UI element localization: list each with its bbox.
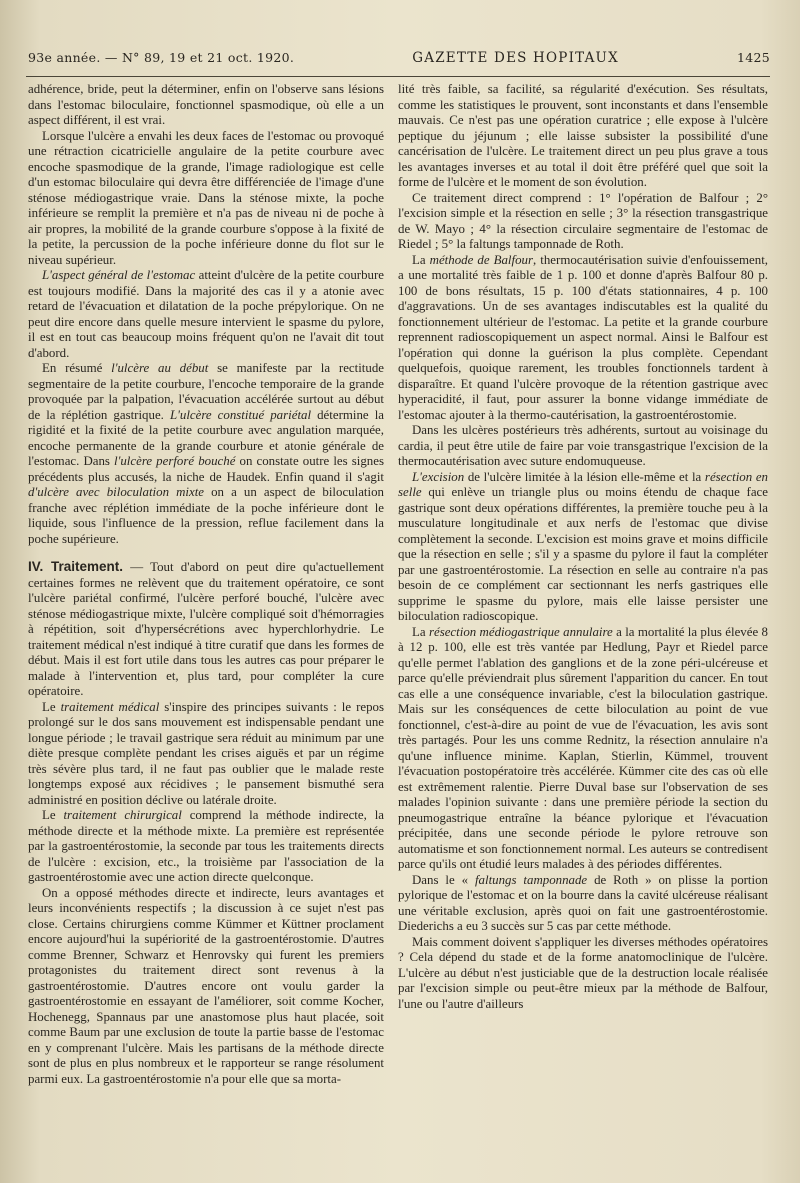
paragraph xyxy=(398,625,768,873)
text-run: comprend la méthode indirecte, la méthode directe et la méthode mixte. La première est représentée par la gastroentérostomie, la seconde par tous les traitements directs de l'ulcère : excision, etc., la troisième par l'association de la gastroentérostomie avec une action directe quelconque. xyxy=(28,808,385,884)
text-run: s'inspire des principes suivants : le repos prolongé sur le dos sans mouvement est indispensable pendant une longue période ; le travail gastrique sera réduit au minimum par une diète presque complète pendant les crises aiguës et par un régime très sévère plus tard, il ne faut pas oublier que le malade reste longtemps exposé aux récidives ; le pansement bismuthé sera administré en position déclive ou latérale droite. xyxy=(28,699,384,807)
emphasis: méthode de Balfour xyxy=(429,252,533,267)
text-run: Dans le « xyxy=(412,872,475,887)
text-run: détermine la rigidité et la fixité de la petite courbure avec angulation marquée, encoche permanente de la grande courbure et atonie générale de l'estomac. Dans xyxy=(28,407,384,468)
right-column xyxy=(398,82,768,1012)
text-run: de Roth » on plisse la portion pylorique de l'estomac et on la bourre dans la cavité ulcéreuse réalisant une véritable exclusion, après quoi on fait une gastroentérostomie. Diederichs a eu 3 succès sur 5 cas par cette méthode. xyxy=(398,872,768,933)
text-run: a la mortalité la plus élevée 8 à 12 p. 100, elle est très vantée par Hedlung, Payr et Riedel parce qu'elle permet l'ablation des ganglions et de la zone péri-ulcéreuse et parce qu'elle préviendrait plus sûrement l'apparition du cancer. En tout cas elle a une conséquence invariable, c'est la biloculation gastrique. Mais sur les conséquences de cette biloculation au point de vue fonctionnel, c'est-à-dire au point de vue de l'évacuation, les avis sont très partagés. Pour les uns comme Rednitz, la résection annulaire n'a qu'une influence minime. Kaplan, Stierlin, Kümmel, trouvent l'évacuation postopératoire très accélérée. Kümmer cite des cas où elle est extrêmement ralentie. Pierre Duval base sur l'observation de ses malades l'opinion suivante : dans une première période la section du pneumogastrique entraîne la béance pylorique et l'évacuation précipitée, dans une seconde période le pylore retrouve son automatisme et son fonctionnement normal. Les auteurs se contredisent parce qu'ils ont étudié leurs malades à des périodes différentes. xyxy=(398,624,768,871)
text-run: de l'ulcère limitée à la lésion elle-même et la xyxy=(464,469,705,484)
text-run: — Tout d'abord on peut dire qu'actuellement certaines formes ne relèvent que du traitement opératoire, ce sont l'ulcère pariétal confirmé, l'ulcère perforé bouché, l'ulcère avec sténose médiogastrique mixte, l'ulcère compliqué soit d'hémorragies à répétition, soit d'hypersécrétions avec hyperchlorhydrie. Le traitement médical n'est indiqué à titre curatif que dans les formes de début. Mais il est fort utile dans tous les autres cas pour préparer le malade à l'intervention et, plus tard, pour compléter la cure opératoire. xyxy=(28,560,384,698)
journal-title: GAZETTE DES HOPITAUX xyxy=(412,50,619,66)
emphasis: traitement médical xyxy=(60,699,160,714)
text-run: qui enlève un triangle plus ou moins étendu de chaque face gastrique sont deux opérations différentes, la première touche peu à la musculature longitudinale et aux nerfs de l'estomac que divise complètement la seconde. L'excision est moins grave et moins difficile que la résection en selle ; s'il y a spasme du pylore il faut la compléter par une gastroentérostomie. La résection en selle au contraire n'a pas besoin de ce complément car sectionnant les nerfs gastriques elle supprime le spasme du pylore, mais elle laisse persister une biloculation radioscopique. xyxy=(398,485,768,623)
paragraph xyxy=(28,808,384,886)
emphasis: L'excision xyxy=(412,469,465,484)
emphasis: l'ulcère perforé bouché xyxy=(114,454,236,468)
paragraph: Mais comment doivent s'appliquer les diverses méthodes opératoires ? Cela dépend du stade et de la forme anatomoclinique de l'ulcère. L'ulcère au début n'est justiciable que de la destruction locale réalisée par l'excision simple ou peut-être mieux par la méthode de Balfour, l'une ou l'autre d'ailleurs xyxy=(398,934,768,1011)
paragraph: Dans les ulcères postérieurs très adhérents, surtout au voisinage du cardia, il peut être utile de faire par voie transgastrique l'excision de la thermocautérisation avec suture endomuqueuse. xyxy=(398,423,768,468)
emphasis: L'ulcère constitué pariétal xyxy=(169,407,312,422)
text-run: on a un aspect de biloculation franche avec réplétion immédiate de la poche inférieure dont le liquide, sous l'influence de la pression, reflue facilement dans la poche supérieure. xyxy=(28,485,384,546)
running-header xyxy=(28,50,770,66)
paragraph xyxy=(398,253,768,424)
paragraph: lité très faible, sa facilité, sa régularité d'exécution. Ses résultats, comme les statistiques le prouvent, sont inconstants et dans l'ensemble mauvais. Ce n'est pas une opération curatrice ; elle expose à l'ulcère peptique du jéjunum ; elle laisse subsister la possibilité d'une cancérisation de l'ulcère. Le traitement direct un peu plus grave a tous les avantages inverses et au total il doit être préféré quel que soit la forme de l'ulcère et le moment de son évolution. xyxy=(398,82,768,189)
paragraph: Ce traitement direct comprend : 1° l'opération de Balfour ; 2° l'excision simple et la résection en selle ; 3° la résection transgastrique de W. Mayo ; 4° la résection circulaire segmentaire de l'estomac de Riedel ; 5° la faltungs tamponnade de Roth. xyxy=(398,190,768,251)
paragraph xyxy=(398,873,768,935)
page-number: 1425 xyxy=(736,50,770,65)
text-run: En résumé xyxy=(42,361,112,375)
paragraph: adhérence, bride, peut la déterminer, enfin on l'observe sans lésions dans l'estomac biloculaire, fonctionnel spasmodique, où elle a un aspect différent, il est vrai. xyxy=(28,82,384,127)
paragraph xyxy=(28,361,384,547)
emphasis: traitement chirurgical xyxy=(63,808,182,822)
header-rule xyxy=(26,76,770,77)
paragraph xyxy=(28,700,384,809)
issue-info: 93e année. — N° 89, 19 et 21 oct. 1920. xyxy=(28,50,295,65)
section-title: Traitement. xyxy=(51,559,124,574)
text-run: atteint d'ulcère de la petite courbure est toujours modifié. Dans la majorité des cas il y a atonie avec retard de l'évacuation et dilatation de la poche prépylorique. On ne peut dire encore dans quelle mesure intervient le spasme du pylore, il est en tout cas beaucoup moins fréquent qu'on ne l'avait dit tout d'abord. xyxy=(28,268,385,360)
text-run: se manifeste par la rectitude segmentaire de la petite courbure, l'encoche temporaire de la grande provoquée par la palpation, l'évacuation accélérée surtout au début de la réplétion gastrique. xyxy=(28,361,384,422)
paragraph: On a opposé méthodes directe et indirecte, leurs avantages et leurs inconvénients respectifs ; la discussion à ce sujet n'est pas close. Certains chirurgiens comme Kümmer et Küttner proclament encore aujourd'hui la supériorité de la gastroentérostomie. D'autres comme Brenner, Schwarz et Henrovsky qui furent les premiers protagonistes du traitement direct sont revenus à la gastroentérostomie. D'autres encore ont voulu garder la gastroentérostomie en essayant de l'améliorer, soit comme Kocher, Hochenegg, Spannaus par une anastomose plus haut placée, soit comme Baum par une exclusion de toute la partie basse de l'estomac en y comprenant l'ulcère. Mais les partisans de la méthode directe sont de plus en plus nombreux et le rapporteur se range résolument parmi eux. La gastroentérostomie n'a pour elle que sa morta- xyxy=(28,885,384,1086)
text-run: Le xyxy=(42,808,64,822)
text-run: , thermocautérisation suivie d'enfouissement, a une mortalité très faible de 1 p. 100 et donne d'après Balfour 80 p. 100 de bons résultats, 15 p. 100 d'états stationnaires, 4 p. 100 d'aggravations. Un de ses avantages indiscutables est la qualité du fonctionnement ultérieur de l'estomac. La petite et la grande courbure reprennent radioscopiquement un aspect normal. Ainsi le Balfour est l'opération qui donne la guérison la plus complète. Cependant quelquefois, quoique rarement, les troubles fonctionnels tardent à disparaître. Et quand l'ulcère provoque de la rétention gastrique avec hyperacidité, il faut, pour assurer la bonne vidange immédiate de l'estomac ajouter à la thermo-cautérisation, la gastroentérostomie. xyxy=(398,252,768,422)
text-run: Le xyxy=(42,699,61,714)
paragraph xyxy=(398,470,768,625)
text-run: La xyxy=(412,624,429,639)
section-paragraph xyxy=(28,559,384,700)
paragraph: Lorsque l'ulcère a envahi les deux faces de l'estomac ou provoqué une rétraction cicatricielle angulaire de la petite courbure avec encoche spasmodique de la grande, l'image radiologique est celle d'un estomac biloculaire qui devra être différenciée de l'image d'une sténose médiogastrique vraie. Dans la sténose mixte, la poche inférieure se remplit la première et n'a pas de niveau ni de poche à air propres, la mobilité de la grande courbure s'oppose à la fixité de la petite, la percussion de la poche inférieure donne du flot sur le niveau supérieur. xyxy=(28,128,384,267)
emphasis: résection en selle xyxy=(398,469,768,499)
emphasis: faltungs tamponnade xyxy=(474,872,588,887)
emphasis: d'ulcère avec biloculation mixte xyxy=(28,485,205,499)
emphasis: L'aspect général de l'estomac xyxy=(42,268,196,282)
emphasis: résection médiogastrique annulaire xyxy=(428,624,613,639)
left-column xyxy=(28,82,384,1087)
paragraph xyxy=(28,268,384,361)
text-run: on constate outre les signes précédents plus accusés, la niche de Haudek. Enfin quand il s'agit xyxy=(28,454,384,484)
section-number: IV. xyxy=(28,559,52,574)
emphasis: l'ulcère au début xyxy=(111,361,209,375)
text-run: La xyxy=(412,252,430,267)
